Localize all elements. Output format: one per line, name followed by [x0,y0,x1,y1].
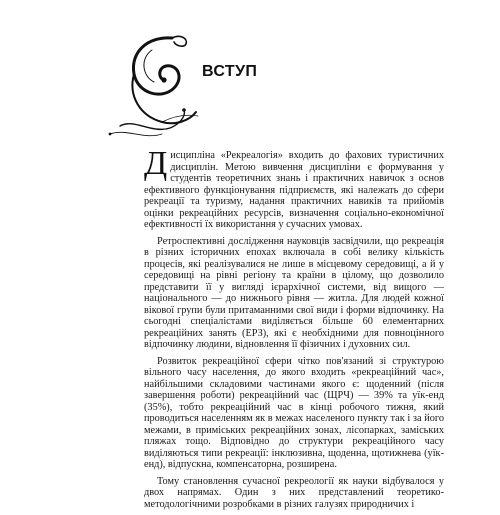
paragraph-4: Тому становлення сучасної рекреології як науки відбувалося у двох напрямах. Один з них представлений теоретико-методологічними розробками в різних галузях природничих і [144,475,444,510]
paragraph-2: Ретроспективні дослідження науковців засвідчили, що рекреація в різних історичних епохах включала в собі велику кількість процесів, які реалізувалися не лише в місцевому середовищі, а й у середовищі на рівні регіону та країни в цілому, що дозволило представити її у вигляді ієрархічної системи, від вищого — національного — до нижнього рівня — житла. Для людей кожної вікової групи були притаманними свої види і форми відпочинку. На сьогодні спеціалістами виділяється більше 60 елементарних рекреаційних занять (ЕРЗ), які є необхідними для повноцінного відпочинку людини, відновлення її фізичних і духовних сил. [144,235,444,350]
paragraph-3: Розвиток рекреаційної сфери чітко пов'язаний зі структурою вільного часу населення, до якого входить «рекреаційний час», найбільшими складовими частинами якого є: щоденний (після завершення роботи) рекреаційний час (ЩРЧ) — 39% та уїк-енд (35%), тобто рекреаційний час в кінці робочого тижня, який проводиться населенням як в межах населеного пункту так і за його межами, в приміських рекреаційних зонах, лісопарках, заміських пляжах тощо. Відповідно до структури рекреаційного часу виділяються типи рекреації: інклюзивна, щоденна, щотижнева (уїк-енд), відпускна, компенсаторна, розширена. [144,355,444,470]
chapter-heading: ВСТУП [202,63,258,80]
flourish-ornament-icon [100,30,200,140]
paragraph-1 [144,145,444,231]
body-text [144,145,444,515]
paragraph-1-text: исципліна «Рекреалогія» входить до фахових туристичних дисциплін. Метою вивчення дисципліни є формування у студентів теоретичних знань і практичних навичок з основ ефективного функціонування підприємств, які належать до сфери рекреації та туризму, надання практичних навиків та прийомів оцінки рекреаційних ресурсів, визначення соціально-економічної ефективності їх використання у сучасних умовах. [144,150,444,230]
dropcap-letter: Д [144,145,168,182]
